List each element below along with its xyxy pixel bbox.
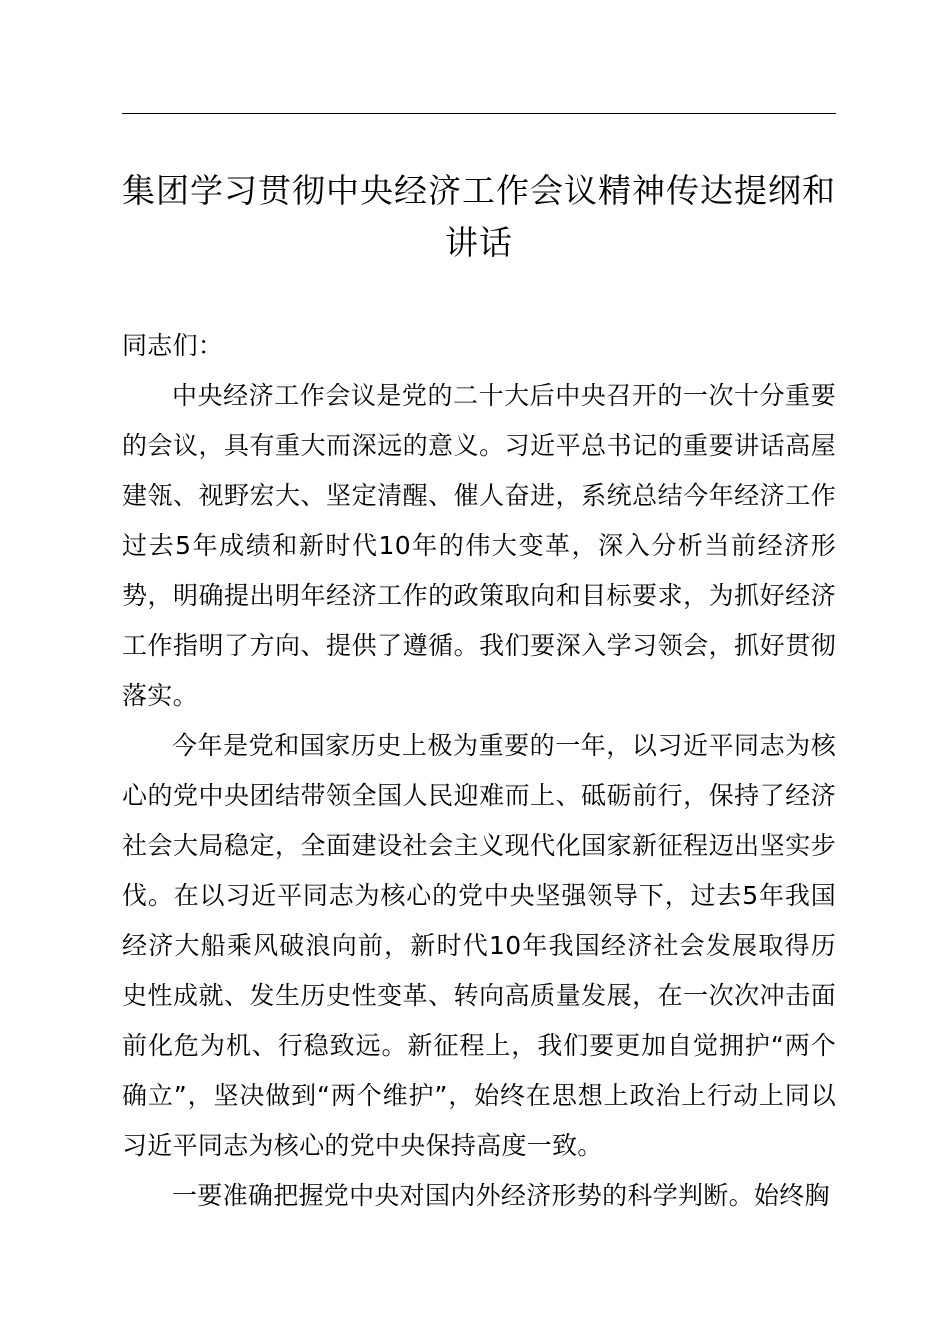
- paragraph-1: 中央经济工作会议是党的二十大后中央召开的一次十分重要的会议，具有重大而深远的意义。习近平总书记的重要讲话高屋建瓴、视野宏大、坚定清醒、催人奋进，系统总结今年经济工作过去5年成绩和新时代10年的伟大变革，深入分析当前经济形势，明确提出明年经济工作的政策取向和目标要求，为抓好经济工作指明了方向、提供了遵循。我们要深入学习领会，抓好贯彻落实。: [122, 381, 836, 710]
- document-body: [122, 321, 836, 1221]
- document-title: 集团学习贯彻中央经济工作会议精神传达提纲和讲话: [122, 171, 836, 262]
- header-divider: [122, 113, 836, 114]
- paragraph-2: 今年是党和国家历史上极为重要的一年，以习近平同志为核心的党中央团结带领全国人民迎难而上、砥砺前行，保持了经济社会大局稳定，全面建设社会主义现代化国家新征程迈出坚实步伐。在以习近平同志为核心的党中央坚强领导下，过去5年我国经济大船乘风破浪向前，新时代10年我国经济社会发展取得历史性成就、发生历史性变革、转向高质量发展，在一次次冲击面前化危为机、行稳致远。新征程上，我们要更加自觉拥护“两个确立”，坚决做到“两个维护”，始终在思想上政治上行动上同以习近平同志为核心的党中央保持高度一致。: [122, 731, 836, 1160]
- paragraph-3: 一要准确把握党中央对国内外经济形势的科学判断。始终胸: [172, 1181, 830, 1210]
- salutation: 同志们：: [122, 331, 224, 360]
